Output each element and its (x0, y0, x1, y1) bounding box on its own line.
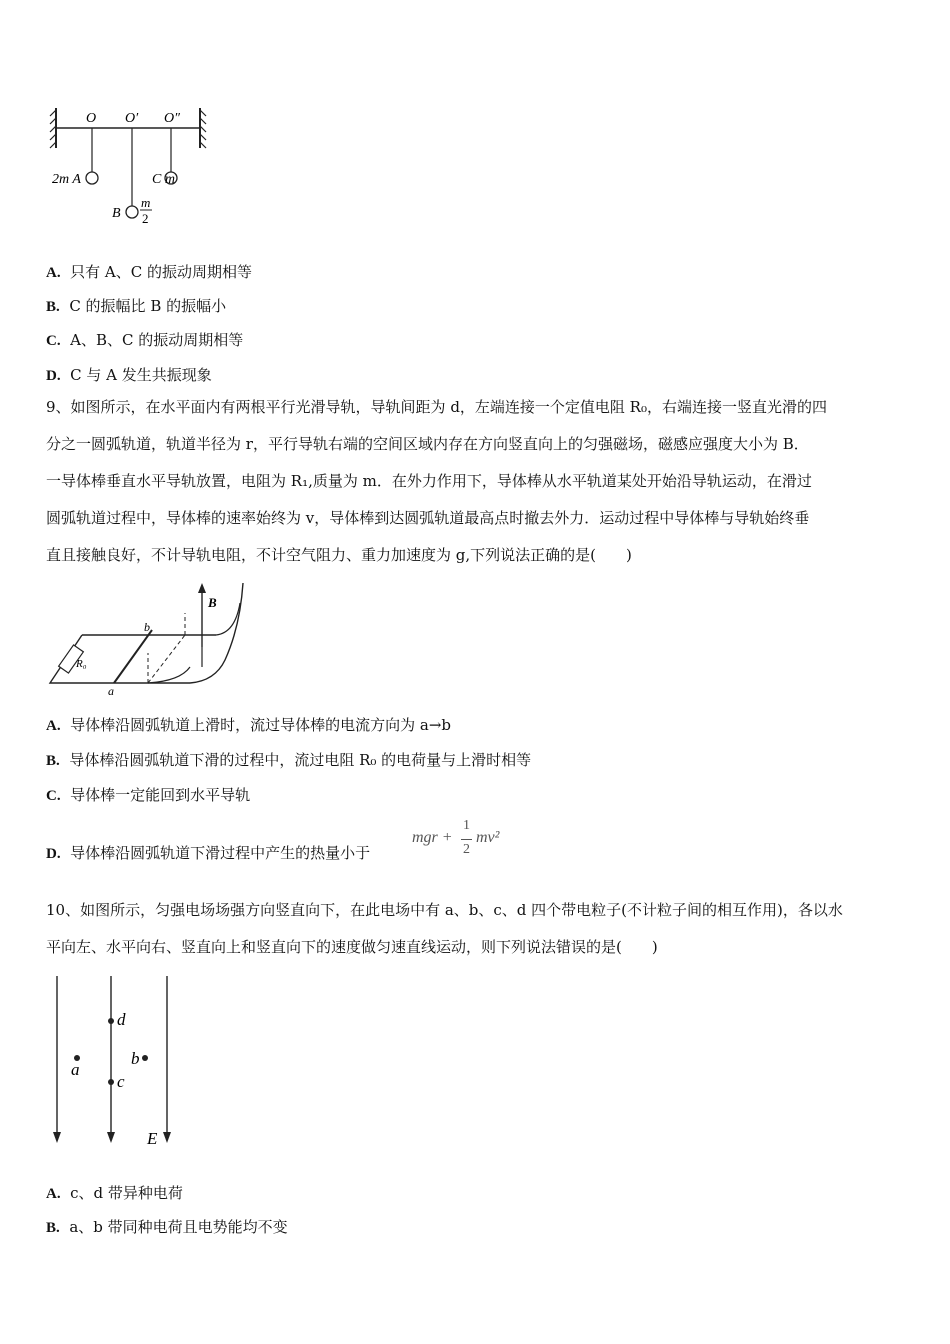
label-o: O (86, 111, 97, 126)
electric-field-figure (45, 970, 185, 1150)
q9-option-c-text: 导体棒一定能回到水平导轨 (70, 786, 251, 804)
q8-option-a-text: 只有 A、C 的振动周期相等 (70, 263, 252, 281)
q9-option-b-letter: B. (46, 753, 60, 769)
label-a: 2m A (52, 172, 81, 187)
q8-option-b (46, 295, 226, 316)
q10-stem-line-2: 平向左、水平向右、竖直向上和竖直向下的速度做匀速直线运动，则下列说法错误的是( ) (46, 938, 658, 956)
q9-stem-line-4: 圆弧轨道过程中，导体棒的速率始终为 v，导体棒到达圆弧轨道最高点时撤去外力．运动过程中导体棒与导轨始终垂 (46, 509, 810, 527)
q8-option-a (46, 261, 252, 282)
q10-option-a (46, 1182, 183, 1203)
label-d: d (117, 1010, 126, 1029)
label-a: a (71, 1060, 80, 1079)
q8-option-d (46, 364, 212, 385)
label-c: c (117, 1072, 125, 1091)
q8-option-a-letter: A. (46, 265, 61, 281)
q10-option-b-text: a、b 带同种电荷且电势能均不变 (69, 1218, 288, 1236)
label-o-double-prime: O″ (164, 111, 180, 126)
q9-option-d-text: 导体棒沿圆弧轨道下滑过程中产生的热量小于 (70, 844, 371, 862)
formula-left: mgr + (412, 829, 453, 846)
q9-stem-line-2: 分之一圆弧轨道，轨道半径为 r，平行导轨右端的空间区域内存在方向竖直向上的匀强磁场，磁感应强度大小为 B． (46, 435, 809, 453)
q8-option-d-text: C 与 A 发生共振现象 (70, 366, 212, 384)
q9-stem-line-5: 直且接触良好，不计导轨电阻，不计空气阻力、重力加速度为 g,下列说法正确的是( ) (46, 546, 632, 564)
q9-stem-line-3: 一导体棒垂直水平导轨放置，电阻为 R₁,质量为 m．在外力作用下，导体棒从水平轨道某处开始沿导轨运动，在滑过 (46, 472, 812, 490)
q9-option-a-letter: A. (46, 718, 61, 734)
q8-option-c-text: A、B、C 的振动周期相等 (70, 331, 244, 349)
q10-option-a-text: c、d 带异种电荷 (70, 1184, 183, 1202)
label-o-prime: O′ (125, 111, 139, 126)
formula-denominator: 2 (463, 842, 470, 857)
q9-option-a (46, 714, 451, 735)
q8-option-c-letter: C. (46, 333, 61, 349)
q9-stem-line-1: 9、如图所示，在水平面内有两根平行光滑导轨，导轨间距为 d，左端连接一个定值电阻 R₀，右端连接一竖直光滑的四 (46, 398, 827, 416)
q9-option-c (46, 784, 250, 805)
formula-numerator: 1 (463, 818, 470, 833)
label-b: B (112, 206, 121, 221)
label-e: E (147, 1129, 158, 1148)
q8-option-b-letter: B. (46, 299, 60, 315)
q10-option-a-letter: A. (46, 1186, 61, 1202)
q9-option-d-letter: D. (46, 846, 61, 862)
q10-stem-line-1: 10、如图所示，匀强电场场强方向竖直向下，在此电场中有 a、b、c、d 四个带电粒子(不计粒子间的相互作用)，各以水 (46, 901, 843, 919)
q9-option-b (46, 749, 531, 770)
label-m-denominator: 2 (142, 211, 149, 226)
label-b-field: B (208, 595, 217, 610)
q9-option-a-text: 导体棒沿圆弧轨道上滑时，流过导体棒的电流方向为 a→b (70, 716, 452, 734)
label-b: b (131, 1049, 140, 1068)
label-c: C m (152, 172, 175, 187)
q8-option-b-text: C 的振幅比 B 的振幅小 (69, 297, 227, 315)
pendulum-figure (40, 100, 230, 230)
rail-arc-figure (40, 575, 260, 700)
q9-option-c-letter: C. (46, 788, 61, 804)
q10-option-b (46, 1216, 288, 1237)
q8-option-d-letter: D. (46, 368, 61, 384)
label-r0: R₀ (76, 658, 87, 670)
label-bar-b: b (144, 620, 150, 634)
formula-right: mv² (476, 829, 500, 846)
q10-option-b-letter: B. (46, 1220, 60, 1236)
q8-option-c (46, 329, 243, 350)
label-m-numerator: m (141, 195, 151, 210)
label-bar-a: a (108, 684, 114, 698)
q9-option-b-text: 导体棒沿圆弧轨道下滑的过程中，流过电阻 R₀ 的电荷量与上滑时相等 (69, 751, 532, 769)
q9-option-d (46, 842, 370, 863)
